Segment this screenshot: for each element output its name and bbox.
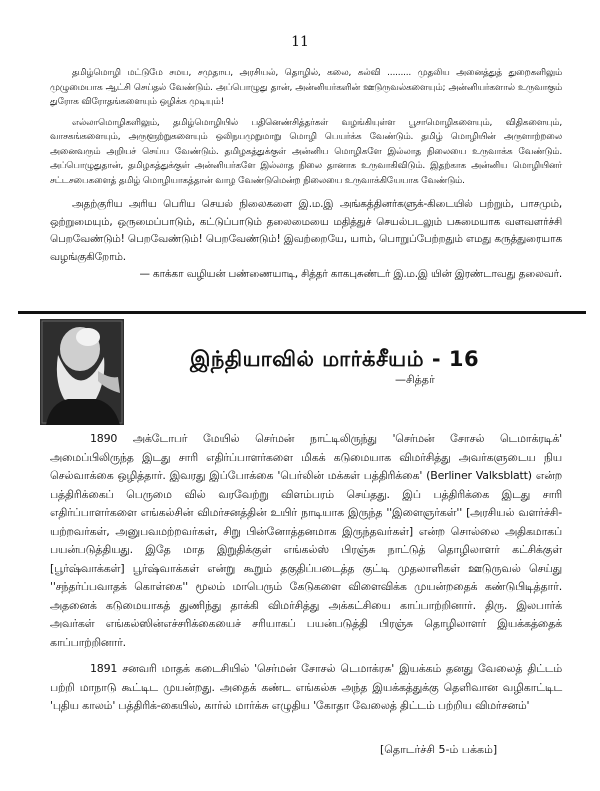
- article-paragraph-2: 1891 சனவரி மாதக் கடைசியில் 'செர்மன் சோசல் டெமாக்ரசு' இயக்கம் தனது வேலைத் திட்டம் பற்றி மாநாடு கூட்டிட முயன்றது. அதைக் கண்ட எங்கல்சு அந்த இயக்கத்துக்கு தெளிவான வழிகாட்டிட 'புதிய காலம்' பத்திரிக்-கையில், கார்ல் மார்க்சு எழுதிய 'கோதா வேலைத் திட்டம் பற்றிய விமர்சனம்': [50, 662, 562, 712]
- top-paragraph-1: தமிழ்மொழி மட்டுமே சமய, சமுதாய, அரசியல், தொழில், கலை, கல்வி ......... முதலிய அனைத்துத் துறைகளிலும் முழுமையாக ஆட்சி செய்தல் வேண்டும். அப்பொழுது தான், அன்னியர்களின் ஊடுருவல்களையும்; அன்னியர்களால் உருவாகும் துரோக விரோதங்களையும் ஒழிக்க முடியும்!: [50, 68, 562, 107]
- top-paragraph-2: எல்லாமொழிகளிலும், தமிழ்மொழியில் பதினெண்சித்தர்கள் வழங்கியுள்ள பூசாமொழிகளையும், விதிகளையும், வாசகங்களையும், அருளூற்றுகளையும் ஒலிநயமுறுமாறு மொழி பெயர்க்க வேண்டும். தமிழ் மொழியின் அருளாற்றலை அனைவரும் அறியச் செய்ய வேண்டும். தமிழகத்துக்குள் அன்னிய மொழிகளே இல்லாத நிலையை உருவாக்க வேண்டும். அப்பொழுதுதான், தமிழகத்துக்குள் அன்னியர்களே இல்லாத நிலை தானாக உருவாகிவிடும். இதற்காக அன்னிய மொழியினர் சட்டசபைகளைத் தமிழ் மொழியாகத்தான் வாழ வேண்டுமென்ற நிலையை உருவாக்கியேயாக வேண்டும்.: [50, 117, 562, 186]
- article-body: [50, 430, 562, 716]
- section-divider: [18, 311, 586, 314]
- continued-note: [தொடர்ச்சி 5-ம் பக்கம்]: [380, 743, 498, 756]
- top-paragraph-3: அதற்குரிய அரிய பெரிய செயல் நிலைகளை இ.ம.இ அங்கத்தினர்களுக்-கிடையில் பற்றும், பாசமும், ஒற்றுமையும், ஒருமைப்பாடும், கட்டுப்பாடும் தலைமையை மதித்துச் செயல்படலும் பசுமையாக வளவளர்ச்சி பெறவேண்டும்! பெறவேண்டும்! பெறவேண்டும்! இவற்றையே, யாம், பொறுப்பேற்றதும் எமது கருத்துரையாக வழங்குகிறோம்.: [50, 198, 562, 263]
- portrait-photo-icon: [40, 319, 124, 425]
- article-paragraph-1: 1890 அக்டோபர் மேயில் செர்மன் நாட்டிலிருந்து 'செர்மன் சோசல் டெமாக்ரடிக்' அமைப்பிலிருந்த இடது சாரி எதிர்ப்பாளர்களை மிகக் கடுமையாக விமர்சித்து அவர்களுடைய நிய செல்வாக்கை ஒழித்தார். இவரது இப்போக்கை 'பெர்லின் மக்கள் பத்திரிக்கை' (Berliner Valksblatt) என்ற பத்திரிக்கைப் பெருமை வில் வரவேற்று விளம்பரம் செய்தது. இப் பத்திரிக்கை இடது சாரி எதிர்ப்பாளர்களை எங்கல்சின் விமர்சனத்தின் உயிர் நாடியாக இருந்த ''இளைஞர்கள்'' [அரசியல் வளர்ச்சி-யற்றவர்கள், அனுபவமற்றவர்கள், சிறு பின்னோத்தனமாக இருந்தவர்கள்] என்ற சொல்லை அதிகமாகப் பயன்படுத்தியது. இதே மாத இறுதிக்குள் எங்கல்ஸ் பிரஞ்சு நாட்டுத் தொழிலாளர் கட்சிக்குள் [பூர்ஷ்வாக்கள்] பூர்ஷ்வாக்கள் என்று கூறும் தகுதிப்படைத்த குட்டி முதலாளிகள் ஊடுருவல் செய்து ''சந்தர்ப்பவாதக் கொள்கை'' மூலம் மாபெரும் கேடுகளை விளைவிக்க முயன்றதைக் கண்டுபிடித்தார். அதனைக் கடுமையாகத் துணிந்து தாக்கி விமர்சித்து அக்கட்சியை காப்பாற்றினார். திரு. இலபார்க் அவர்கள் எங்கல்ஸின்எச்சரிக்கையைச் சரியாகப் பயன்படுத்தி பிரஞ்சு தொழிலாளர் இயக்கத்தைக் காப்பாற்றினார்.: [50, 432, 562, 649]
- page-number: 11: [291, 34, 309, 50]
- article-title: இந்தியாவில் மார்க்சீயம் - 16: [190, 347, 480, 371]
- top-section: [50, 66, 562, 284]
- article-byline: —சித்தர்: [395, 373, 435, 386]
- top-signature: — காக்கா வழியன் பண்ணையாடி, சித்தர் காகபுசுண்டர் இ.ம.இ யின் இரண்டாவது தலைவர்.: [139, 268, 562, 280]
